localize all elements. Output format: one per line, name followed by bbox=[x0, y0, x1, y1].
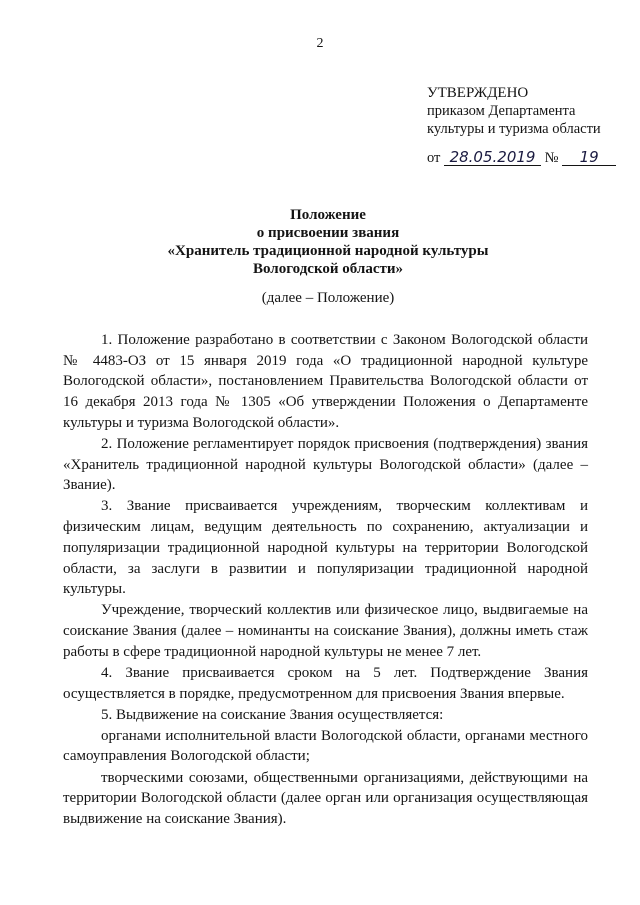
document-subheading: (далее – Положение) bbox=[261, 290, 395, 306]
paragraph-1: 1. Положение разработано в соответствии с Законом Вологодской области № 4483-ОЗ от 15 января 2019 года «О традиционной народной культуре Вологодской области», постановлением Правительства Вологодской области от 16 декабря 2013 года № 1305 «Об утверждении Положения о Департаменте культуры и туризма Вологодской области». bbox=[63, 332, 588, 431]
paragraph-6: 5. Выдвижение на соискание Звания осуществляется: bbox=[101, 706, 444, 723]
heading-line-2: о присвоении звания bbox=[256, 225, 400, 241]
paragraph-4: Учреждение, творческий коллектив или физическое лицо, выдвигаемые на соискание Звания (далее – номинанты на соискание Звания), должны иметь стаж работы в сфере традиционной народной культуры не менее 7 лет. bbox=[63, 602, 588, 660]
paragraph-8: творческими союзами, общественными организациями, действующими на территории Вологодской области (далее орган или организация осуществляющая выдвижение на соискание Звания). bbox=[63, 769, 588, 827]
number-prefix: № bbox=[544, 150, 559, 166]
heading-line-3: «Хранитель традиционной народной культуры bbox=[167, 243, 489, 259]
heading-line-4: Вологодской области» bbox=[252, 261, 404, 277]
date-prefix: от bbox=[427, 150, 441, 166]
approval-stamp bbox=[427, 84, 627, 138]
approval-line-1: приказом Департамента bbox=[427, 103, 576, 119]
handwritten-date: 28.05.2019 bbox=[444, 149, 541, 166]
paragraph-3: 3. Звание присваивается учреждениям, творческим коллективам и физическим лицам, ведущим деятельность по сохранению, актуализации и популяризации традиционной народной культуры на территории Вологодской области, за заслуги в развитии и популяризации традиционной народной культуры. bbox=[63, 498, 588, 598]
document-body bbox=[63, 330, 588, 830]
paragraph-5: 4. Звание присваивается сроком на 5 лет. Подтверждение Звания осуществляется в порядке, предусмотренном для присвоения Звания впервые. bbox=[63, 664, 588, 702]
heading-line-1: Положение bbox=[290, 207, 366, 223]
handwritten-number: 19 bbox=[562, 149, 616, 166]
paragraph-7: органами исполнительной власти Вологодской области, органами местного самоуправления Вологодской области; bbox=[63, 727, 588, 765]
paragraph-2: 2. Положение регламентирует порядок присвоения (подтверждения) звания «Хранитель традиционной народной культуры Вологодской области» (далее – Звание). bbox=[63, 435, 588, 494]
document-heading bbox=[0, 206, 640, 278]
approval-line-2: культуры и туризма области bbox=[427, 121, 601, 137]
page-number: 2 bbox=[316, 36, 324, 51]
approval-date-line bbox=[427, 148, 616, 168]
approval-title: УТВЕРЖДЕНО bbox=[427, 85, 529, 101]
